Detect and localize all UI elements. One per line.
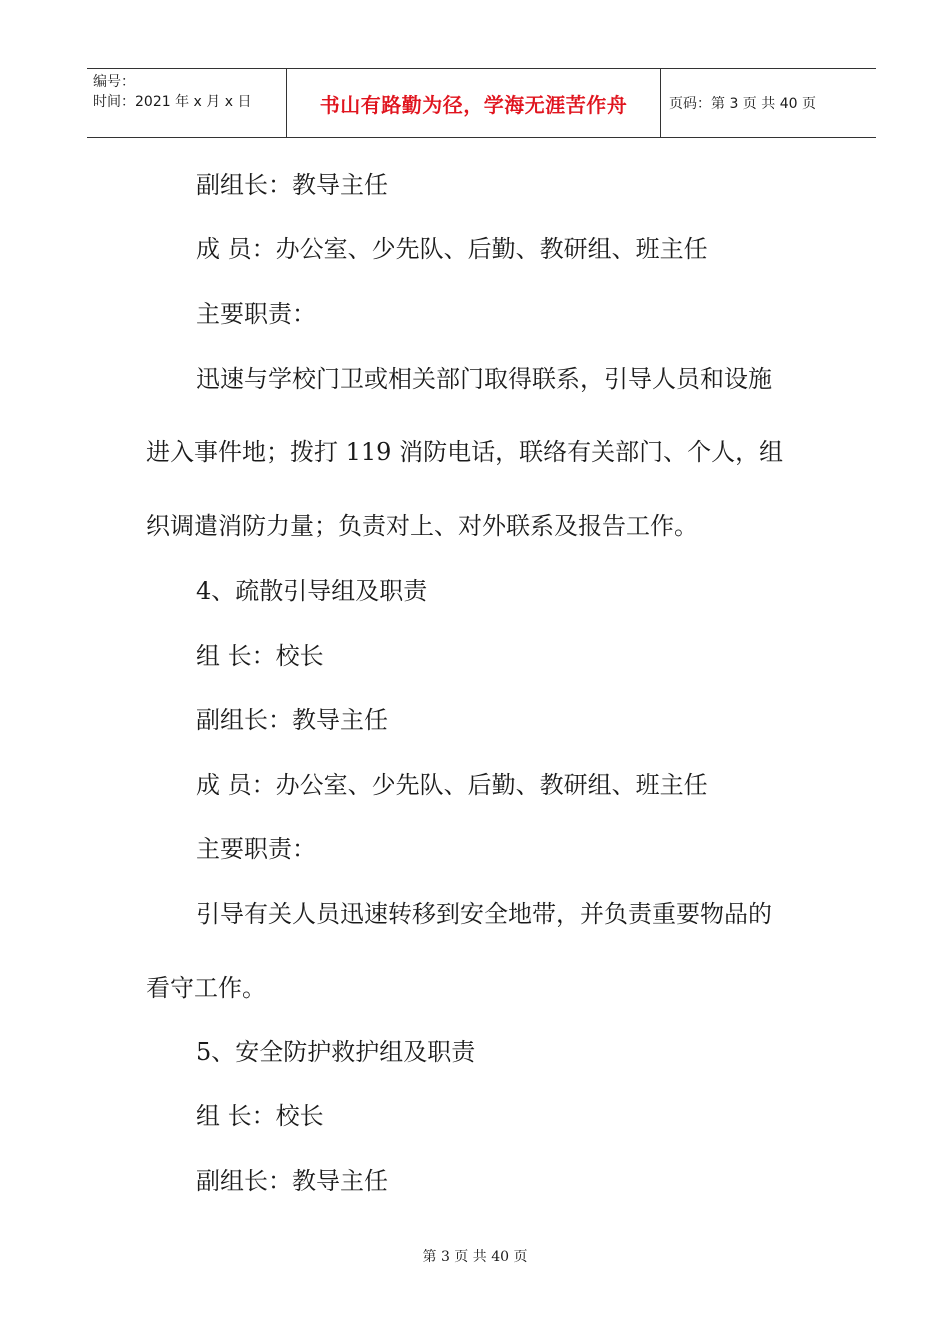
- section-heading: 4、疏散引导组及职责: [196, 577, 428, 605]
- body-line: 成 员：办公室、少先队、后勤、教研组、班主任: [196, 235, 708, 263]
- body-line: 副组长：教导主任: [196, 1167, 388, 1195]
- page-header: [87, 68, 876, 138]
- body-line: 组 长：校长: [196, 1102, 324, 1130]
- body-line: 组 长：校长: [196, 642, 324, 670]
- body-line: 进入事件地；拨打 119 消防电话，联络有关部门、个人，组: [146, 438, 784, 466]
- body-line: 主要职责：: [196, 835, 316, 863]
- body-line: 副组长：教导主任: [196, 706, 388, 734]
- body-line: 看守工作。: [146, 974, 266, 1002]
- body-line: 迅速与学校门卫或相关部门取得联系，引导人员和设施: [196, 365, 772, 393]
- body-line: 织调遣消防力量；负责对上、对外联系及报告工作。: [146, 512, 698, 540]
- header-meta: [87, 69, 287, 137]
- body-line: 成 员：办公室、少先队、后勤、教研组、班主任: [196, 771, 708, 799]
- body-line: 副组长：教导主任: [196, 171, 388, 199]
- header-page-info: 页码：第 3 页 共 40 页: [669, 96, 816, 112]
- page-footer: 第 3 页 共 40 页: [422, 1249, 528, 1265]
- body-line: 主要职责：: [196, 300, 316, 328]
- header-motto: 书山有路勤为径，学海无涯苦作舟: [287, 69, 661, 137]
- body-line: 引导有关人员迅速转移到安全地带，并负责重要物品的: [196, 900, 772, 928]
- section-heading: 5、安全防护救护组及职责: [196, 1038, 476, 1066]
- time-label: 时间：2021 年 x 月 x 日: [93, 94, 252, 110]
- number-label: 编号：: [93, 74, 135, 90]
